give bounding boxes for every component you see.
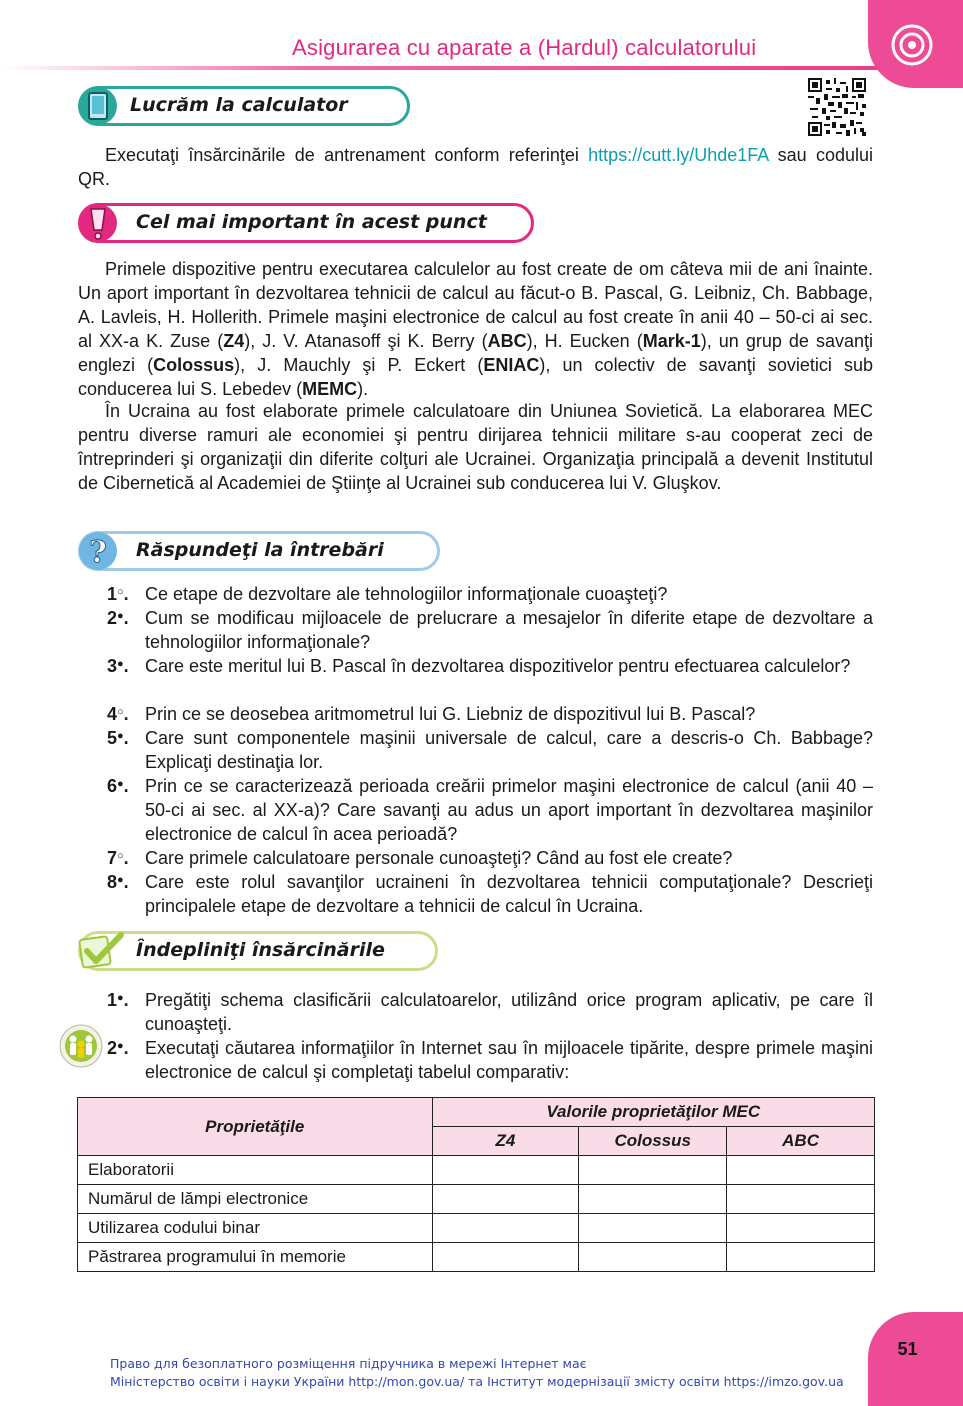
question-item: 8●. Care este rolul savanţilor ucraineni în dezvoltarea tehnicii computaţionale? Descrieţi principalele etape de dezvoltare a tehnicii de calcul în Ucraina. — [107, 872, 873, 916]
important-paragraph-1: Primele dispozitive pentru executarea calculelor au fost create de om câteva mii de ani înainte. Un aport important în dezvoltarea tehnicii de calcul au făcut-o B. Pascal, G. Leibniz, Ch. Babbage, A. Lavleis, H. Hollerith. Primele maşini electronice de calcul au fost create în anii 40 – 50-ci ai sec. al XX-a K. Zuse (Z4), J. V. Atanasoff şi K. Berry (ABC), H. Eucken (Mark-1), un grup de savanţi englezi (Colossus), J. Mauchly şi P. Eckert (ENIAC), un colectiv de savanţi sovietici sub conducerea lui S. Lebedev (MEMC). — [78, 259, 873, 399]
table-header-machine: ABC — [727, 1127, 875, 1156]
table-row — [78, 1185, 875, 1214]
section-title: Îndepliniţi însărcinările — [136, 939, 385, 961]
task-item: 1●. Pregătiţi schema clasificării calculatoarelor, utilizând orice program aplicativ, pe care îl cunoaşteţi. — [107, 990, 873, 1034]
question-item: 4○. Prin ce se deosebea aritmometrul lui G. Liebniz de dispozitivul lui B. Pascal? — [107, 704, 756, 724]
tablet-icon — [78, 86, 118, 126]
exercise-link[interactable]: https://cutt.ly/Uhde1FA — [588, 145, 769, 165]
table-cell — [579, 1185, 727, 1214]
task-item: 2●. Executaţi căutarea informaţiilor în Internet sau în mijloacele tipărite, despre primele maşini electronice de calcul şi completaţi tabelul comparativ: — [107, 1038, 873, 1082]
section-title: Cel mai important în acest punct — [136, 211, 487, 233]
table-cell — [432, 1185, 579, 1214]
table-row — [78, 1243, 875, 1272]
table-cell — [579, 1214, 727, 1243]
footer-line-2: Міністерство освіти і науки України http://mon.gov.ua/ та Інститут модернізації змісту освіти https://imzo.gov.ua — [110, 1374, 844, 1389]
question-item: 1○. Ce etape de dezvoltare ale tehnologiilor informaţionale cuoaşteţi? — [107, 584, 668, 604]
table-cell — [727, 1243, 875, 1272]
section-title: Lucrăm la calculator — [130, 94, 348, 116]
section-banner-tasks — [78, 931, 438, 971]
question-item: 2●. Cum se modificau mijloacele de prelucrare a mesajelor în diferite etape de dezvoltare a tehnologiilor informaţionale? — [107, 608, 873, 652]
question-item: 6●. Prin ce se caracterizează perioada creării primelor maşini electronice de calcul (anii 40 – 50-ci ai sec. al XX-a)? Care savanţi au adus un aport important în dezvoltarea maşinilor electronice de calcul în acea perioadă? — [107, 776, 873, 844]
section-banner-computer — [78, 86, 410, 126]
table-header-machine: Colossus — [579, 1127, 727, 1156]
table-row-label: Păstrarea programului în memorie — [78, 1243, 433, 1272]
table-cell — [579, 1243, 727, 1272]
table-header-property: Proprietăţile — [78, 1098, 433, 1156]
table-cell — [727, 1214, 875, 1243]
table-cell — [727, 1185, 875, 1214]
header-divider — [0, 66, 880, 70]
target-icon — [891, 24, 933, 66]
question-item: 3●. Care este meritul lui B. Pascal în dezvoltarea dispozitivelor pentru efectuarea calculelor? — [107, 656, 851, 676]
table-row-label: Elaboratorii — [78, 1156, 433, 1185]
section-title: Răspundeţi la întrebări — [136, 539, 384, 561]
checkmark-icon — [78, 931, 126, 971]
svg-text:?: ? — [89, 535, 107, 570]
table-row — [78, 1214, 875, 1243]
table-header-machine: Z4 — [432, 1127, 579, 1156]
exclamation-icon — [78, 203, 118, 243]
group-work-icon — [59, 1024, 103, 1068]
question-mark-icon — [78, 531, 118, 571]
table-row-label: Numărul de lămpi electronice — [78, 1185, 433, 1214]
comparison-table — [77, 1097, 875, 1272]
table-cell — [727, 1156, 875, 1185]
chapter-title: Asigurarea cu aparate a (Hardul) calculatorului — [292, 35, 757, 60]
page-number: 51 — [897, 1339, 918, 1359]
table-cell — [432, 1243, 579, 1272]
footer-line-1: Право для безоплатного розміщення підручника в мережі Інтернет має — [110, 1356, 587, 1371]
qr-code-icon[interactable] — [808, 78, 866, 136]
table-header-group: Valorile proprietăţilor MEC — [432, 1098, 875, 1127]
table-cell — [432, 1214, 579, 1243]
question-item: 7○. Care primele calculatoare personale cunoaşteţi? Când au fost ele create? — [107, 848, 733, 868]
table-row — [78, 1156, 875, 1185]
section-banner-important — [78, 203, 534, 243]
question-item: 5●. Care sunt componentele maşinii universale de calcul, care a descris-o Ch. Babbage? Explicaţi destinaţia lor. — [107, 728, 873, 772]
table-row-label: Utilizarea codului binar — [78, 1214, 433, 1243]
lucram-paragraph: Executaţi însărcinările de antrenament conform referinţei https://cutt.ly/Uhde1FA sau codului QR. — [78, 145, 873, 189]
section-banner-questions — [78, 531, 440, 571]
table-cell — [579, 1156, 727, 1185]
important-paragraph-2: În Ucraina au fost elaborate primele calculatoare din Uniunea Sovietică. La elaborarea MEC pentru diverse ramuri ale economiei şi pentru dirijarea tehnicii militare s-au cooperat zeci de întreprinderi şi organizaţii din diferite colţuri ale Ucrainei. Organizaţia principală a devenit Institutul de Cibernetică al Academiei de Ştiinţe al Ucrainei sub conducerea lui V. Gluşkov. — [78, 401, 873, 493]
table-cell — [432, 1156, 579, 1185]
